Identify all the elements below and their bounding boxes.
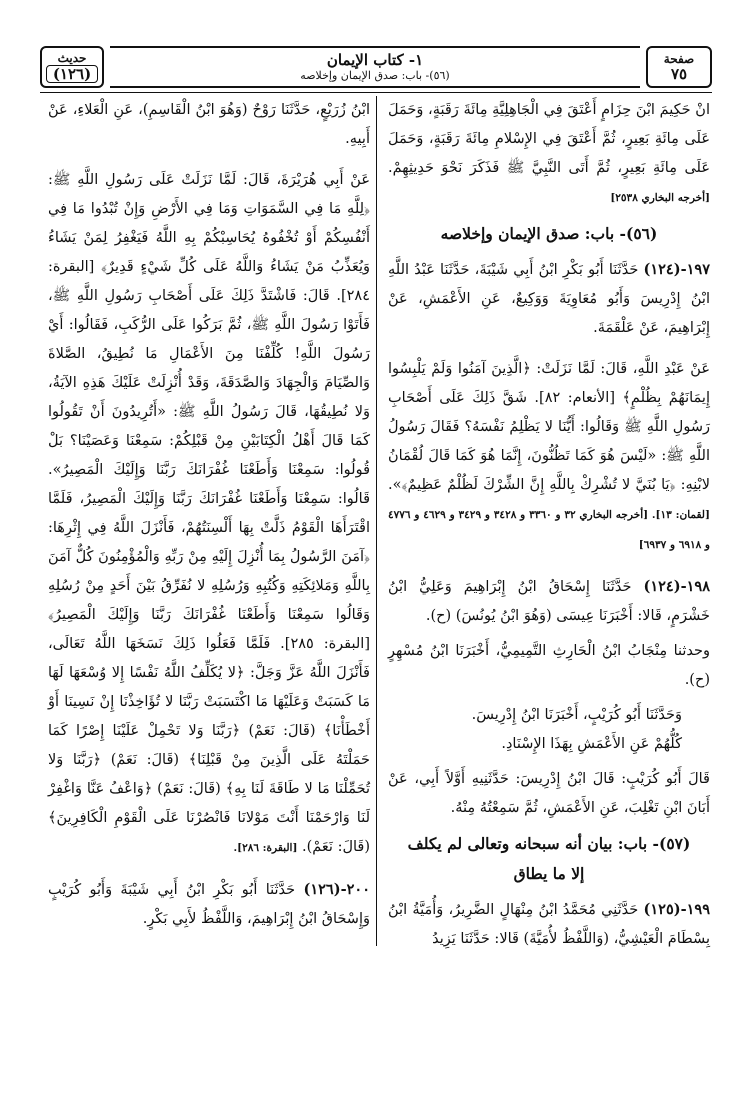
hadith-198 [388, 572, 710, 631]
spacer [48, 154, 370, 166]
hadith-198-isnad: حَدَّثَنَا إِسْحَاقُ ابْنُ إِبْرَاهِيمَ وَعَلِيُّ ابْنُ خَشْرَمٍ، قَالا: أَخْبَرَنَا عِيسَى (وَهُوَ ابْنُ يُونُسَ) (ح). [388, 579, 710, 624]
hadith-200 [48, 875, 370, 934]
spacer [388, 560, 710, 572]
hadith-197-matn-text: عَنْ عَبْدِ اللَّهِ، قَالَ: لَمَّا نَزَلَتْ: ﴿الَّذِينَ آمَنُوا وَلَمْ يَلْبِسُوا إِيمَانَهُمْ بِظُلْمٍ﴾ [الأنعام: ٨٢]. شَقَّ ذَلِكَ عَلَى أَصْحَابِ رَسُولِ اللَّهِ ﷺ وَقَالُوا: أَيُّنَا لا يَظْلِمُ نَفْسَهُ؟ فَقَالَ رَسُولُ اللَّهِ ﷺ: «لَيْسَ هُوَ كَمَا تَظُنُّونَ، إِنَّمَا هُوَ كَمَا قَالَ لُقْمَانُ لابْنِهِ: ﴿يَا بُنَيَّ لا تُشْرِكْ بِاللَّهِ إِنَّ الشِّرْكَ لَظُلْمٌ عَظِيمٌ﴾». [388, 361, 710, 493]
hadith-197-reference: [لقمان: ١٣]. [أخرجه البخاري ٣٢ و ٣٣٦٠ و ٣٤٢٨ و ٣٤٢٩ و ٤٦٢٩ و ٤٧٧٦ و ٦٩١٨ و ٦٩٣٧] [388, 509, 710, 551]
takhrij-reference: [أخرجه البخاري ٢٥٣٨] [610, 192, 710, 204]
hadith-200-number: ٢٠٠-(١٢٦) [303, 881, 370, 898]
header-title-area [110, 46, 640, 88]
page-number-box [646, 46, 712, 88]
column-divider [376, 96, 377, 946]
hadith-198-number: ١٩٨-(١٢٤) [643, 578, 710, 595]
hadith-199-isnad: حَدَّثَنِي مُحَمَّدُ ابْنُ مِنْهَالٍ الضَّرِيرُ، وَأُمَيَّةُ ابْنُ بِسْطَامَ الْعَيْشِيُّ، (وَاللَّفْظُ لأُمَيَّةَ) قَالا: حَدَّثَنَا يَزِيدُ [388, 902, 710, 947]
continuation-paragraph [388, 96, 710, 213]
hadith-199-number: ١٩٩-(١٢٥) [643, 901, 711, 918]
hadith-198-note: قَالَ أَبُو كُرَيْبٍ: قَالَ ابْنُ إِدْرِيسَ: حَدَّثَنِيهِ أَوَّلاً أَبِي، عَنْ أَبَانَ ابْنِ تَغْلِبَ، عَنِ الأَعْمَشِ، ثُمَّ سَمِعْتُهُ مِنْهُ. [388, 771, 710, 816]
spacer [388, 343, 710, 355]
hadith-label: حديث [57, 51, 87, 65]
hadith-199-matn [48, 166, 370, 863]
hadith-199-matn-text: عَنْ أَبِي هُرَيْرَةَ، قَالَ: لَمَّا نَزَلَتْ عَلَى رَسُولِ اللَّهِ ﷺ: ﴿لِلَّهِ مَا فِي السَّمَوَاتِ وَمَا فِي الأَرْضِ وَإِنْ تُبْدُوا مَا فِي أَنْفُسِكُمْ أَوْ تُخْفُوهُ يُحَاسِبْكُمْ بِهِ اللَّهُ فَيَغْفِرُ لِمَنْ يَشَاءُ وَيُعَذِّبُ مَنْ يَشَاءُ وَاللَّهُ عَلَى كُلِّ شَيْءٍ قَدِيرٌ﴾ [البقرة: ٢٨٤]. قَالَ: فَاشْتَدَّ ذَلِكَ عَلَى أَصْحَابِ رَسُولِ اللَّهِ ﷺ، فَأَتَوْا رَسُولَ اللَّهِ ﷺ، ثُمَّ بَرَكُوا عَلَى الرُّكَبِ، فَقَالُوا: أَيْ رَسُولَ اللَّهِ! كُلِّفْنَا مِنَ الأَعْمَالِ مَا نُطِيقُ، الصَّلاةَ وَالصِّيَامَ وَالْجِهَادَ وَالصَّدَقَةَ، وَقَدْ أُنْزِلَتْ عَلَيْكَ هَذِهِ الآيَةُ، وَلا نُطِيقُهَا، قَالَ رَسُولُ اللَّهِ ﷺ: «أَتُرِيدُونَ أَنْ تَقُولُوا كَمَا قَالَ أَهْلُ الْكِتَابَيْنِ مِنْ قَبْلِكُمْ: سَمِعْنَا وَعَصَيْنَا؟ بَلْ قُولُوا: سَمِعْنَا وَأَطَعْنَا غُفْرَانَكَ رَبَّنَا وَإِلَيْكَ الْمَصِيرُ». قَالُوا: سَمِعْنَا وَأَطَعْنَا غُفْرَانَكَ رَبَّنَا وَإِلَيْكَ الْمَصِيرُ، فَلَمَّا اقْتَرَأَهَا الْقَوْمُ ذَلَّتْ بِهَا أَلْسِنَتُهُمْ، فَأَنْزَلَ اللَّهُ فِي إِثْرِهَا: ﴿آمَنَ الرَّسُولُ بِمَا أُنْزِلَ إِلَيْهِ مِنْ رَبِّهِ وَالْمُؤْمِنُونَ كُلٌّ آمَنَ بِاللَّهِ وَمَلائِكَتِهِ وَكُتُبِهِ وَرُسُلِهِ لا نُفَرِّقُ بَيْنَ أَحَدٍ مِنْ رُسُلِهِ وَقَالُوا سَمِعْنَا وَأَطَعْنَا غُفْرَانَكَ رَبَّنَا وَإِلَيْكَ الْمَصِيرُ﴾ [البقرة: ٢٨٥]. فَلَمَّا فَعَلُوا ذَلِكَ نَسَخَهَا اللَّهُ تَعَالَى، فَأَنْزَلَ اللَّهُ عَزَّ وَجَلَّ: ﴿لا يُكَلِّفُ اللَّهُ نَفْسًا إِلا وُسْعَهَا لَهَا مَا كَسَبَتْ وَعَلَيْهَا مَا اكْتَسَبَتْ رَبَّنَا لا تُؤَاخِذْنَا إِنْ نَسِينَا أَوْ أَخْطَأْنَا﴾ (قَالَ: نَعَمْ) ﴿رَبَّنَا وَلا تَحْمِلْ عَلَيْنَا إِصْرًا كَمَا حَمَلْتَهُ عَلَى الَّذِينَ مِنْ قَبْلِنَا﴾ (قَالَ: نَعَمْ) ﴿رَبَّنَا وَلا تُحَمِّلْنَا مَا لا طَاقَةَ لَنَا بِهِ﴾ (قَالَ: نَعَمْ) ﴿وَاعْفُ عَنَّا وَاغْفِرْ لَنَا وَارْحَمْنَا أَنْتَ مَوْلانَا فَانْصُرْنَا عَلَى الْقَوْمِ الْكَافِرِينَ﴾ (قَالَ: نَعَمْ). [48, 172, 370, 855]
hadith-199-reference: [البقرة: ٢٨٦]. [233, 842, 298, 854]
hadith-199 [388, 895, 710, 954]
left-column [48, 96, 370, 934]
hadith-200-isnad: حَدَّثَنَا أَبُو بَكْرِ ابْنُ أَبِي شَيْبَةَ وَأَبُو كُرَيْبٍ وَإِسْحَاقُ ابْنُ إِبْرَاهِيمَ، وَاللَّفْظُ لأَبِي بَكْرٍ. [48, 882, 370, 927]
page-header [40, 46, 712, 88]
page-label: صفحة [663, 52, 695, 66]
hadith-197-matn [388, 355, 710, 560]
isnad-continuation: ابْنُ زُرَيْعٍ، حَدَّثَنَا رَوْحٌ (وَهُوَ ابْنُ الْقَاسِمِ)، عَنِ الْعَلاءِ، عَنْ أَبِيهِ. [48, 102, 370, 147]
chapter-heading-57 [388, 829, 710, 889]
continuation-text: انْ حَكِيمَ ابْنَ حِزَامٍ أَعْتَقَ فِي الْجَاهِلِيَّةِ مِائَةَ رَقَبَةٍ، وَحَمَلَ عَلَى مِائَةِ بَعِيرٍ، ثُمَّ أَعْتَقَ فِي الإِسْلامِ مِائَةَ رَقَبَةٍ، وَحَمَلَ عَلَى مِائَةِ بَعِيرٍ، ثُمَّ أَتَى النَّبِيَّ ﷺ فَذَكَرَ نَحْوَ حَدِيثِهِمْ. [388, 102, 710, 176]
hadith-number-box [40, 46, 104, 88]
header-rule [40, 92, 712, 93]
hadith-number: (١٢٦) [46, 65, 98, 83]
chapter-heading-57-line2: إلا ما يطاق [513, 864, 585, 883]
hadith-197-number: ١٩٧-(١٢٤) [643, 261, 710, 278]
hadith-197 [388, 255, 710, 343]
page-number: ٧٥ [670, 65, 688, 83]
hadith-197-isnad: حَدَّثَنَا أَبُو بَكْرِ ابْنُ أَبِي شَيْبَةَ، حَدَّثَنَا عَبْدُ اللَّهِ ابْنُ إِدْرِيسَ وَأَبُو مُعَاوِيَةَ وَوَكِيعٌ، عَنِ الأَعْمَشِ، عَنْ إِبْرَاهِيمَ، عَنْ عَلْقَمَةَ. [388, 262, 710, 336]
spacer [48, 863, 370, 875]
chapter-subtitle: (٥٦)- باب: صدق الإيمان وإخلاصه [300, 69, 450, 82]
hadith-198-chain-b: وحدثنا مِنْجَابُ ابْنُ الْحَارِثِ التَّمِيمِيُّ، أَخْبَرَنَا ابْنُ مُسْهِرٍ (ح). [388, 643, 710, 688]
hadith-198-chain-c: وَحَدَّثَنَا أَبُو كُرَيْبٍ، أَخْبَرَنَا ابْنُ إِدْرِيسَ. [471, 707, 682, 723]
chapter-heading-57-line1: (٥٧)- باب: بيان أنه سبحانه وتعالى لم يكلف [407, 834, 691, 853]
right-column [388, 96, 710, 954]
chapter-heading-56: (٥٦)- باب: صدق الإيمان وإخلاصه [440, 224, 658, 243]
hadith-198-chain-d: كُلُّهُمْ عَنِ الأَعْمَشِ بِهَذَا الإِسْنَادِ. [501, 736, 682, 752]
book-title: ١- كتاب الإيمان [326, 51, 424, 69]
